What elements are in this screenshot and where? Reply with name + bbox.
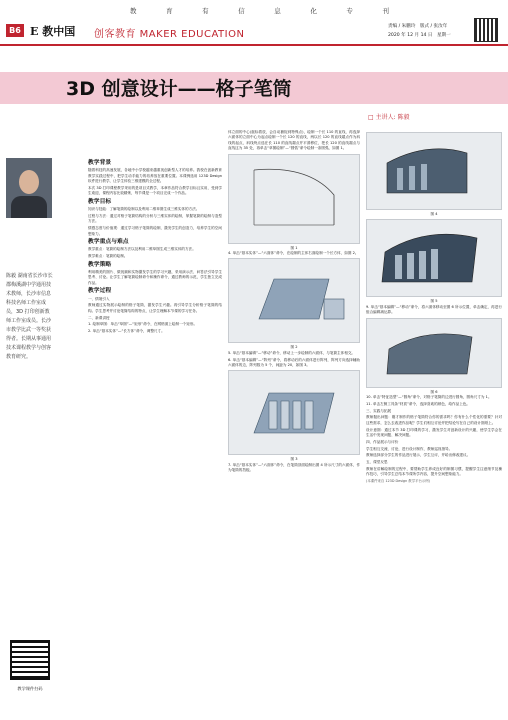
paragraph: 体立面的中心(鼠标着放，会自动捕捉到特殊点)，绘制一个长 110 的直线，再选择六面体的立面中心为起点绘制一个长 120 的直线，两以长 120 的直线端点作为斜线的起点，斜线终点选在长 110 的直线端点并平滑移位，把长 120 的直线端点与直线这为 35 处，再单击“草图绘制”—“圆弧”命令绘制一条圆弧，如图 1。 (228, 130, 360, 151)
paragraph: 过程与方法：通过对格子笔筒结构的分析与三维实体的绘制，掌握笔筒的绘制与造型方法。 (88, 214, 222, 224)
issue-date (388, 32, 451, 38)
paragraph: 教师通过实物展示绘制的格子笔筒，激发学生兴趣。再引导学生分析格子笔筒的结构。学生思考并讨论笔筒结构的特点，让学生理解本节课的学习任务。 (88, 303, 222, 313)
avatar-face (19, 170, 39, 194)
paragraph: 教学难点：笔筒的绘制。 (88, 254, 128, 259)
editor: 责编 / 朱鹏玲 (388, 24, 416, 29)
paragraph: 设计意图：通过本节 3D 打印课的学习，激发学生对创新设计的兴趣，使学生学会在生活中发现问题、解决问题。 (366, 427, 502, 438)
paragraph: 本次 3D 打印课程教学采用的是项目式教学，本章作品符合教学目标且实用，受到学生欢迎，课程内容比较精炼，每节课是一个项目完成一个作品。 (88, 186, 222, 196)
figure-4-model (367, 133, 501, 209)
header-rule (0, 44, 508, 46)
section-heading: 教学过程 (88, 288, 112, 295)
paragraph: 四、作品展示与评价 (366, 439, 399, 444)
figure-4 (366, 132, 502, 210)
figure-5-model (367, 220, 501, 296)
figure-1 (228, 154, 360, 244)
page-number: B6 (9, 26, 21, 35)
article-title: 3D 创意设计——格子笔筒 (66, 78, 292, 100)
paragraph: 学生相互交流、讨论，进行设计制作，教师巡视指导。 (366, 446, 453, 451)
figure-1-sketch (229, 155, 359, 243)
figure-5 (366, 219, 502, 297)
designer: 版式 / 张汝年 (419, 24, 448, 29)
paragraph: 7. 单击“基本实体”—“六面体”命令，在笔筒顶面绘制出图 4 所示尺寸的六面体，作为笔筒的挡板。 (228, 462, 360, 473)
section-heading: 教学策略 (88, 261, 112, 268)
paragraph: 情感态度与价值观：通过学习格子笔筒的绘制，激发学生的创造力，培养学生的空间想象力。 (88, 226, 222, 236)
paragraph: 6. 单击“基本编辑”—“阵列”命令，将移动后的六面体进行阵列，阵列方向选择辅助六面体的边，阵列数为 5 个，间距为 20，如图 3。 (228, 357, 360, 368)
author-photo (6, 158, 52, 218)
slogan-char: 刊 (382, 7, 390, 15)
qr-code-icon (474, 18, 498, 42)
author-bio: 陈毅 湖南省长沙市长郡梅溪湖中学通用技术教师，长沙市信息科技名师工作室成员，3D 打印创新教师工作室成员。长沙市教学比武一等奖获得者。长期从事通用技术课程教学与创客教育研究。 (6, 273, 53, 360)
slogan-char: 息 (274, 7, 282, 15)
paragraph: 5. 单击“基本编辑”—“移动”命令，移动上一步绘制的六面体，与笔筒主体相交。 (228, 350, 356, 355)
paragraph: 1. 绘制草图：单击“草图”—“矩形”命令，在网格面上绘制一个矩形。 (88, 322, 198, 327)
figure-3 (228, 370, 360, 455)
section-heading: 教学重点与难点 (88, 239, 129, 246)
weekday: 星期一 (436, 33, 451, 38)
paragraph: 五、课堂反思 (366, 460, 388, 465)
paragraph: 4. 单击“基本实体”—“六面体”命令，在绘制的主体右面绘制一个长方体，如图 2。 (228, 251, 359, 256)
figure-6-model (367, 319, 501, 387)
qr-label: 教学课件扫码 (17, 686, 43, 691)
figure-6 (366, 318, 502, 388)
section-title: 创客教育 MAKER EDUCATION (94, 29, 245, 40)
footer-note: (本课件来自 123D Design 教学平台示例) (366, 479, 430, 484)
paragraph: 2. 单击“基本实体”—“长方体”命令，调整尺寸。 (88, 329, 165, 334)
paragraph: 知识与技能：了解笔筒的绘制以及利用二维草图生成三维实体的方法。 (88, 207, 200, 212)
page-number-badge (6, 24, 24, 37)
figure-caption: 图 6 (430, 389, 438, 394)
paragraph: 教师在讲解绘制的过程中，要帮助学生养成良好的制图习惯，提醒学生注意细节及操作技巧，引导学生总结本节课所学内容，提升空间想象能力。 (366, 467, 502, 477)
section-heading: 教学背景 (88, 160, 112, 166)
article-column-2 (228, 130, 360, 716)
edu-logo-text: E 教中国 (30, 25, 76, 38)
paragraph: 10. 单击“特征造型”—“圆角”命令，对格子笔筒的边进行圆角，圆角尺寸为 1。 (366, 395, 492, 400)
figure-caption: 图 2 (290, 345, 298, 350)
figure-3-model (229, 371, 359, 455)
slogan-char: 教 (130, 7, 138, 15)
paragraph: 随着科技的高速发展，各地中小学校越来越重视创新型人才的培养。我校在创新教育教学实践过程中，把学生动手能力的培养放在重要位置。本课例选用 123D Design 软件进行教学，让学生体验三维建模的全过程。 (88, 168, 222, 184)
article-column-3 (366, 130, 502, 716)
figure-2 (228, 258, 360, 343)
editor-info (388, 23, 447, 29)
slogan-char: 有 (202, 7, 210, 15)
paragraph: 11. 单击左侧工具条“材质”命令，选择喜欢的颜色，给作品上色。 (366, 401, 471, 406)
figure-2-model (229, 259, 359, 343)
byline: □ 主讲人: 陈毅 (368, 114, 410, 121)
page-header (0, 0, 508, 48)
paragraph: 三、实践与拓展 (366, 408, 392, 413)
paragraph: 教师选择部分学生的作品进行展示，学生互评，并给出修改建议。 (366, 453, 471, 458)
slogan-char: 信 (238, 7, 246, 15)
qr-code-icon (10, 640, 50, 680)
paragraph: 9. 单击“基本编辑”—“移动”命令，将六面体移动至图 6 所示位置，单击确定，再进行组合编辑减运算。 (366, 304, 502, 315)
figure-caption: 图 4 (430, 212, 438, 216)
figure-caption: 图 3 (290, 457, 298, 462)
avatar-body (11, 196, 47, 218)
paragraph: 二、新课讲授 (88, 315, 110, 320)
paragraph: 教师抛出问题：刚才制作的格子笔筒符合你的需求吗？你有什么个性化的需要？针对这些需求，怎么去改进作品呢？学生们相互讨论并把结论写在自己的设计图纸上。 (366, 415, 502, 425)
article-column-1 (88, 158, 222, 714)
paragraph: 利用精美的图片、微视频和实物激发学生的学习兴趣，采用演示法、问答法引导学生思考、讨论。让学生了解笔筒绘制命令和操作命令，通过教师的示范，学生独立完成作品。 (88, 270, 222, 285)
section-heading: 教学目标 (88, 198, 112, 205)
figure-caption: 图 5 (430, 299, 438, 304)
paragraph: 教学重点：笔筒的绘制方法以及利用二维草图生成三维实体的方法。 (88, 247, 196, 252)
slogan-char: 专 (346, 7, 354, 15)
date: 2020 年 12 月 14 日 (388, 33, 433, 38)
slogan-char: 育 (166, 7, 174, 15)
paragraph: 一、情境引入 (88, 296, 110, 301)
figure-caption: 图 1 (290, 245, 298, 250)
slogan-char: 化 (310, 7, 318, 15)
slogan-row (130, 6, 390, 16)
